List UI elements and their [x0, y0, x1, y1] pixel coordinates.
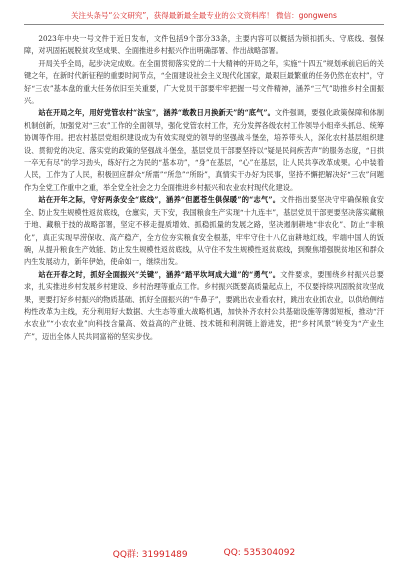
paragraph-section-1 [24, 107, 384, 194]
footer-qq: QQ: 535304092 [223, 548, 296, 558]
header-divider [24, 24, 384, 25]
document-body [24, 33, 384, 343]
section-heading: 站在开局之年，用好党管农村“法宝”，涵养“敢教日月换新天”的“底气”。 [38, 108, 275, 118]
paragraph-text: 2023年中央一号文件于近日发布，文件包括9个部分33条，主要内容可以概括为锁扣抓头、守底线、强保障，对巩固拓展脱贫攻坚成果、全面推进乡村振兴作出明确部署、作出战略部署。 [24, 34, 384, 56]
footer-contact [24, 545, 384, 561]
paragraph-intro [24, 33, 384, 58]
paragraph-text: 开局关乎全局，起步决定成败。在全面贯彻落实党的二十大精神的开局之年，实施“十四五”规划承前启后的关键之年，在新时代新征程的重要时间节点，“全面建设社会主义现代化国家，最艰巨最繁重的任务仍然在农村”，守好“三农”基本盘的重大任务依旧至关重要，广大党员干部要牢牢把握一号文件精神，涵养“三气”助推乡村全面振兴。 [24, 58, 384, 106]
header-banner: 关注头条号“公文研究”，获得最新最全最专业的公文资料库！ 微信：gongwens [71, 10, 337, 20]
paragraph-text: 文件要求，要围绕乡村振兴总要求，扎实推进乡村发展乡村建设、乡村治理等重点工作。乡村振兴既要高质量起点上，不仅要持续巩固脱贫攻坚成果，更要打好乡村振兴的物质基础、抓好全面振兴的“牛鼻子”，要跳出农业看农村，跳出农业抓农业，以供给侧结构性改革为主线，充分利用好大数据、大生态等重大战略机遇，加快补齐农村公共基础设施等薄弱短板，推动“汗水农业”“小农农业”向科技含量高、效益高的产业链、技术链和利润链上游进发，把“乡村风景”转变为“产业生产”，迈出全体人民共同富裕的坚实步伐。 [24, 269, 384, 341]
paragraph-context [24, 58, 384, 108]
paragraph-text: 文件指出要坚决守牢确保粮食安全、防止发生规模性返贫底线，仓廪实，天下安，我国粮食生产实现“十九连丰”，基层党员干部更要坚决落实藏粮于地、藏粮于技的战略部署，坚定不移走提质增效、抓稳抓量的发展之路，坚决遏制耕地“非农化”、防止“非粮化”，真正实现早涝保收、高产稳产，全方位夯实粮食安全根基，牢牢守住十八亿亩耕地红线，牢端中国人的饭碗，从提升粮食生产效能、防止发生规模性返贫底线，从守住不发生规模性返贫底线，到聚焦增强脱贫地区和群众内生发展动力，新年伊始，使命如一，继续出发。 [24, 195, 384, 267]
section-heading: 站在开年之际，守好两条安全“底线”，涵养“但愿苍生俱保暖”的“志气”。 [38, 195, 281, 205]
footer-qq-group: QQ群: 31991489 [112, 549, 188, 560]
paragraph-text: 文件强调，要强化政策保障和体制机制创新，加强党对“三农”工作的全面领导，强化党管农村工作，充分发挥各级农村工作领导小组牵头抓总、统筹协调等作用。把农村基层党组织建设成为有效实现党的领导的坚强战斗堡垒，培养带头人，深化农村基层组织建设、贯彻党的决定、落实党的政策的坚强战斗堡垒，基层党员干部要坚持以“疑是民间疾苦声”的服务态度，“日拱一卒无有尽”的学习劲头，练好行之为民的“基本功”，“身”在基层，“心”在基层，让人民共享改革成果。心中装着人民，工作为了人民，积极回应群众“所需”“所急”“所盼”，真情实干办好为民事，坚持不懈把解决好“三农”问题作为全党工作重中之重，举全党全社会之力全面推进乡村振兴和农业农村现代化建设。 [24, 108, 384, 192]
paragraph-section-2 [24, 194, 384, 268]
paragraph-section-3 [24, 269, 384, 343]
section-heading: 站在开春之时，抓好全面振兴“关键”，涵养“踏平坎坷成大道”的“勇气”。 [38, 269, 281, 279]
